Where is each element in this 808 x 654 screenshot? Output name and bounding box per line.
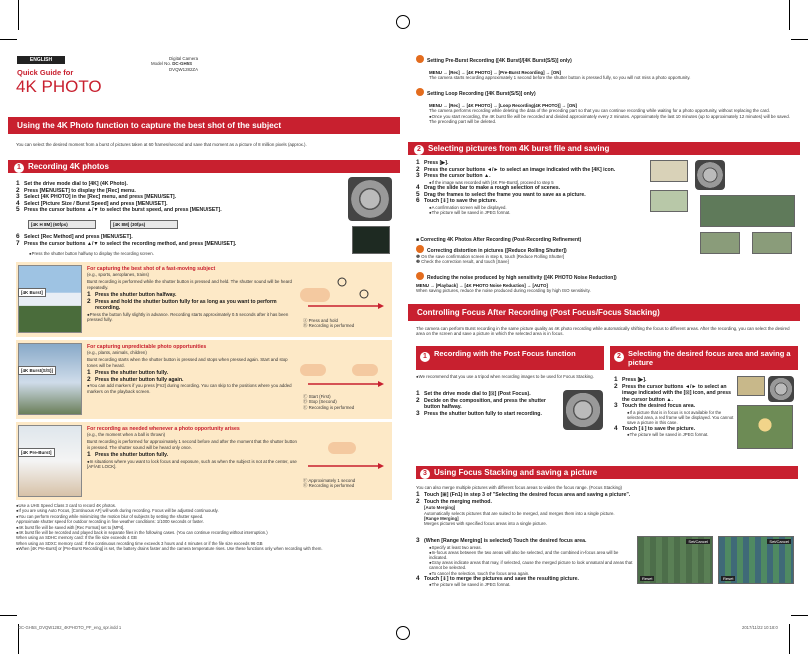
pre-burst-setting: [416, 55, 796, 81]
section1-steps: [16, 181, 346, 214]
step-number: 4: [614, 424, 618, 432]
guide-title: 4K PHOTO: [16, 77, 102, 96]
method-title: For recording as needed whenever a photo opportunity arises: [87, 426, 240, 432]
stacking-steps: [416, 492, 796, 527]
step-number: 2: [614, 382, 618, 390]
method-tag: [4K Burst]: [18, 288, 46, 297]
section1-number: 1: [14, 163, 24, 173]
post-focus-sec2-steps: [614, 377, 734, 437]
burst-ss-timing-diagram: [298, 346, 388, 390]
step: [87, 299, 297, 312]
registration-mark: [396, 15, 410, 29]
language-badge: ENGLISH: [17, 56, 65, 64]
step: [416, 492, 796, 499]
step: [16, 181, 346, 188]
legend-item: Ⓐ Press and hold: [303, 318, 338, 323]
step: [614, 426, 734, 433]
step-text: Press [▶].: [424, 160, 449, 166]
section2-title: Selecting pictures from 4K burst file and saving: [428, 144, 610, 153]
marker-b: [360, 290, 368, 298]
step-number: 2: [416, 396, 420, 404]
stacking-number: 3: [420, 469, 430, 479]
range-merging-screen-1: [637, 536, 713, 584]
step-note: ●If a picture that is in focus is not available for the selected area, a red frame will be displayed. You cannot save a picture in this case.: [627, 409, 734, 426]
method-title: For capturing the best shot of a fast-moving subject: [87, 266, 216, 272]
step-number: 6: [16, 233, 20, 240]
step-text: Press the cursor buttons ◄/► to select an image indicated with the [4K] icon.: [424, 166, 616, 173]
camera-screen-image: [352, 226, 390, 254]
step-number: 1: [416, 491, 420, 498]
step-note: ●The picture will be saved in JPEG format.: [627, 432, 709, 438]
setting-desc: The camera starts recording approximately 1 second before the shutter button is pressed fully, so you will not miss a photo opportunity.: [429, 75, 691, 81]
step-number: 2: [87, 375, 91, 383]
step-text: Press the cursor button ▲.: [424, 173, 491, 180]
step-note: ●Specify at least two areas.: [429, 544, 482, 550]
left-intro: You can select the desired moment from a burst of pictures taken at 60 frames/second and save that moment as a picture of 8 million pixels (approx.).: [16, 142, 307, 147]
step-number: 2: [416, 165, 420, 173]
step-text: Press and hold the shutter button fully for as long as you want to perform recording.: [95, 298, 277, 312]
step: [16, 234, 346, 241]
auto-merging-label: [Auto Merging]: [424, 505, 456, 511]
step: [416, 391, 560, 398]
left-banner: Using the 4K Photo function to capture the best shot of the subject: [8, 117, 400, 134]
orange-bullet-icon: [416, 88, 424, 96]
step-text: Touch the desired focus area.: [622, 403, 696, 410]
step-number: 3: [416, 172, 420, 180]
step-text: Press the shutter button halfway.: [95, 292, 177, 299]
step-text: Press [▶].: [622, 377, 647, 383]
step: [614, 377, 734, 384]
legend-item: Ⓑ Recording is performed: [303, 323, 355, 329]
speed-option-60: [4K H 8M] (60fps): [28, 220, 96, 229]
crop-mark: [791, 39, 808, 40]
step-number: 2: [16, 186, 20, 194]
burst-timing-diagram: [298, 268, 388, 314]
step-number: 2: [87, 297, 91, 305]
step: [87, 452, 297, 459]
step-number: 3: [416, 409, 420, 417]
setting-desc: The camera performs recording while deleting the data of the preceding part so that you can continue recording while waiting for a photo opportunity, without replacing the card.: [429, 108, 770, 114]
setting-title: Setting Loop Recording ([4K Burst(S/S)] only): [427, 91, 536, 97]
setting-title: Setting Pre-Burst Recording ([4K Burst]/[4K Burst(S/S)] only): [427, 58, 572, 64]
step-number: 3: [614, 402, 618, 410]
method-desc: Burst recording starts when the shutter button is pressed and stops when pressed again. Start and stop tones will be heard.: [87, 357, 288, 368]
step-number: 1: [87, 451, 91, 459]
distortion-step: ❷ Check the correction result, and touch [Save]: [416, 259, 509, 265]
setting-menu: MENU → [Rec] → [4K PHOTO] → [Pre-Burst Recording] → [ON]: [429, 70, 561, 75]
post-focus-intro: The camera can perform Burst recording in the same picture quality as 4K photo recording while automatically shifting the focus to different areas. After the recording, you can select the desired area on the screen and save a picture in which the selected area is in focus.: [416, 326, 790, 337]
method-text: [87, 266, 297, 323]
crop-mark: [789, 624, 790, 654]
legend-item: Ⓒ Start (First): [303, 394, 331, 399]
step-number: 4: [416, 183, 420, 191]
step-note: ●In-focus areas between the two areas will also be selected, and the combined in-focus area will be indicated.: [429, 549, 619, 560]
step: [416, 576, 634, 583]
step-note: ●Gray areas indicate areas that may, if selected, cause the merged picture to look unnatural and areas that cannot be selected.: [429, 560, 633, 571]
method-examples: (e.g., the moment when a ball is thrown): [87, 432, 166, 437]
method-desc: Burst recording is performed while the shutter button is pressed and held. The shutter sound will be heard repeatedly.: [87, 279, 292, 290]
auto-merging-desc: Automatically selects pictures that are suited to be merged, and merges them into a single picture.: [424, 510, 615, 516]
footnote: When using an SDXC memory card: If the continuous recording time exceeds 3 hours and 4 minutes or if the file size exceeds 96 GB: [16, 540, 263, 546]
step: [416, 173, 638, 180]
birds-photo: [18, 343, 82, 415]
step-number: 1: [416, 159, 420, 166]
timeline-arrow: [378, 463, 384, 469]
registration-mark: [396, 626, 410, 640]
noise-reduction: [416, 272, 796, 294]
step: [16, 194, 346, 201]
post-focus-sec2-number: 2: [614, 352, 624, 362]
refinement-title: ■ Correcting 4K Photos After Recording (Post-Recording Refinement): [416, 237, 582, 243]
footnote: ●When [4K Pre-Burst] or [Pre-Burst Recording] is set, the battery drains faster and the camera temperature rises. Use these functions only when recording with them.: [16, 546, 323, 552]
step-number: 1: [87, 369, 91, 377]
model-block: [151, 56, 231, 72]
stacking-title: Using Focus Stacking and saving a picture: [434, 468, 598, 477]
method-desc: Burst recording is performed for approximately 1 second before and after the moment that the shutter button is pressed. The shutter sound will be heard only once.: [87, 439, 297, 450]
post-focus-playback-image: [737, 376, 765, 396]
step-number: 1: [87, 291, 91, 299]
step: [416, 398, 560, 411]
footer-date: 2017/11/22 10:18:0: [742, 625, 778, 630]
train-photo: [18, 265, 82, 333]
method-note: ●Press the button fully slightly in advance. Recording starts approximately 0.5 seconds after it has been pressed fully.: [87, 312, 289, 323]
timeline-arrow: [378, 381, 384, 387]
step-text: Press [MENU/SET] to display the [Rec] menu.: [24, 187, 136, 194]
legend: [303, 394, 354, 410]
post-focus-cursor-image: [768, 376, 794, 402]
footnote: Approximate shutter speed for outdoor recording in fine weather conditions: 1/1000 seconds or faster.: [16, 519, 204, 525]
section2-header: [408, 142, 800, 155]
post-focus-sec1-steps: [416, 391, 560, 417]
method-box-4k-burst-ss: [16, 340, 392, 419]
step-note: ●To cancel the selection, touch the focus area again.: [429, 570, 530, 576]
step-number: 4: [16, 199, 20, 207]
step-text: Drag the frames to select the frame you want to save as a picture.: [424, 191, 586, 198]
guide-label: Quick Guide for: [17, 68, 74, 77]
legend-item: Ⓕ Approximately 1 second: [303, 478, 356, 483]
post-focus-dial-image: [563, 390, 603, 430]
finger-icon: [300, 364, 326, 376]
stacking-header: [416, 466, 798, 479]
noise-title-line: [416, 272, 796, 281]
legend-item: Ⓔ Recording is performed: [303, 404, 355, 410]
method-tag: [4K Burst(S/S)]: [18, 366, 56, 375]
section2-number: 2: [414, 145, 424, 155]
step-number: 6: [416, 197, 420, 205]
step-number: 1: [614, 376, 618, 383]
set-cancel-label[interactable]: Set/Cancel: [688, 539, 708, 544]
step-number: 1: [16, 180, 20, 187]
frame-select-screen-image: [700, 232, 740, 254]
step-note: ●The picture will be saved in JPEG format.: [429, 209, 511, 215]
legend: [303, 318, 354, 329]
loop-recording-setting: [416, 88, 796, 125]
step-text: (When [Range Merging] is selected) Touch the desired focus area.: [424, 538, 587, 544]
method-note: ●You can add markers if you press [Fn2] during recording. You can skip to the positions where you added markers on the playback screen.: [87, 383, 292, 394]
step: [87, 370, 297, 377]
step-text: Press the cursor buttons ▲/▼ to select the recording method, and press [MENU/SET].: [24, 240, 237, 247]
step-text: Set the drive mode dial to [⊡] (Post Focus).: [424, 391, 531, 397]
post-focus-banner: Controlling Focus After Recording (Post Focus/Focus Stacking): [408, 304, 800, 321]
finger-icon: [352, 364, 378, 376]
distortion-title: Correcting distortion in pictures ([Reduce Rolling Shutter]): [427, 248, 567, 254]
distortion-title-line: [416, 245, 696, 254]
crop-mark: [18, 0, 19, 30]
method-box-4k-pre-burst: [16, 422, 392, 500]
setting-title-line: [416, 55, 796, 64]
step-text: Press the shutter button fully.: [95, 370, 169, 377]
reset-label[interactable]: Reset: [723, 576, 734, 581]
step-note: ●The picture will be saved in JPEG format.: [429, 582, 511, 588]
slide-bar-screen-image: [700, 195, 795, 227]
step-text: Touch [⇓] to save the picture.: [622, 425, 696, 432]
orange-bullet-icon: [416, 55, 424, 63]
burst-screen-image: [650, 190, 688, 212]
setting-note: ●Once you start recording, the 4K burst file will be recorded and divided approximately every 2 minutes. Approximately the last 10 minutes (up to approximately 12 minutes) will be saved. The preceding part will be deleted.: [429, 113, 790, 125]
legend-item: Ⓖ Recording is performed: [303, 483, 355, 489]
footnote: ●4K burst file will be saved with [Rec Format] set to [MP4].: [16, 524, 125, 530]
legend: [303, 478, 355, 489]
step-number: 2: [416, 497, 420, 505]
post-focus-sec1-note: ●We recommend that you use a tripod when recording images to be used for Focus Stacking.: [416, 374, 594, 379]
step-text: Select [Rec Method] and press [MENU/SET].: [24, 234, 133, 240]
footnote: ●You can perform recording while minimizing the motion blur of subjects by setting the shutter speed.: [16, 513, 204, 519]
step: [16, 207, 346, 214]
step-text: Press the cursor buttons ◄/► to select an image indicated with the [⊡] icon, and press the cursor button ▲.: [622, 383, 731, 403]
noise-menu: MENU → [Playback] → [4K PHOTO Noise Reduction] → [AUTO]: [416, 283, 548, 288]
method-examples: (e.g., sports, aeroplanes, trains): [87, 272, 149, 277]
save-screen-image: [752, 232, 792, 254]
step-text: Select [Picture Size / Burst Speed] and press [MENU/SET].: [24, 200, 168, 207]
model-label: Model No.: [151, 61, 172, 67]
step-number: 7: [16, 239, 20, 247]
legend-item: Ⓓ Stop (Second): [303, 399, 337, 405]
speed-options: [28, 220, 178, 229]
setting-menu: MENU → [Rec] → [4K PHOTO] → [Loop Recording(4K PHOTO)] → [ON]: [429, 103, 577, 108]
step: [87, 377, 297, 384]
step: [416, 192, 638, 199]
method-examples: (e.g., plants, animals, children): [87, 350, 147, 355]
step-text: Touch [⇓] to save the picture.: [424, 198, 498, 205]
method-text: [87, 426, 297, 470]
pre-burst-timing-diagram: [298, 428, 388, 474]
footnote: When using an SDHC memory card: If the file size exceeds 4 GB: [16, 535, 137, 541]
step-text: Select [4K PHOTO] in the [Rec] menu, and press [MENU/SET].: [24, 194, 177, 201]
footnotes: [16, 503, 394, 552]
step-number: 3: [16, 193, 20, 201]
playback-screen-image: [650, 160, 688, 182]
section2-steps: [416, 160, 638, 215]
reset-label[interactable]: Reset: [642, 576, 653, 581]
post-focus-sec1-number: 1: [420, 352, 430, 362]
section1-steps-2: [16, 234, 346, 247]
stacking-intro: You can also merge multiple pictures with different focus areas to widen the focus range. (Focus Stacking): [416, 485, 622, 490]
step-text: Press the shutter button fully again.: [95, 376, 184, 383]
range-merging-desc: Merges pictures with specified focus areas into a single picture.: [424, 521, 547, 527]
step-text: Touch the merging method.: [424, 498, 492, 505]
footnote: ●4K burst file will be recorded and played back in separate files in the following cases. (You can continue recording without interruption.): [16, 530, 268, 536]
timeline-arrow: [378, 303, 384, 309]
step-text: Touch [⇓] to merge the pictures and save the resulting picture.: [424, 575, 580, 582]
step: [16, 188, 346, 195]
post-focus-sec1-header: [416, 346, 604, 370]
step: [16, 241, 346, 248]
range-merging-screen-2: [718, 536, 794, 584]
post-focus-sec1-title: Recording with the Post Focus function: [434, 349, 576, 358]
footnote: ●Use a UHS Speed Class 3 card to record 4K photos.: [16, 503, 117, 508]
model-number: DC-GH5S: [172, 61, 193, 67]
orange-bullet-icon: [416, 272, 424, 280]
step: [16, 201, 346, 208]
mode-dial-image: [348, 177, 392, 221]
method-box-4k-burst: [16, 262, 392, 337]
section1-title: Recording 4K photos: [28, 162, 109, 171]
stacking-step3: [416, 538, 634, 588]
step: [416, 198, 638, 205]
post-focus-sec2-title: Selecting the desired focus area and saving a picture: [628, 349, 791, 367]
crop-mark: [0, 39, 17, 40]
step: [416, 167, 638, 174]
step: [416, 185, 638, 192]
step-text: Drag the slide bar to make a rough selection of scenes.: [424, 184, 561, 191]
step: [416, 538, 634, 545]
step: [87, 292, 297, 299]
post-focus-sec2-header: [610, 346, 798, 370]
set-cancel-label[interactable]: Set/Cancel: [769, 539, 789, 544]
step: [416, 411, 560, 418]
method-title: For capturing unpredictable photo opportunities: [87, 344, 207, 350]
section1-header: [8, 160, 400, 173]
focus-area-screen-image: [737, 405, 793, 449]
step: [416, 499, 796, 506]
step: [614, 403, 734, 410]
step-note: ●If the image was recorded with [4K Pre-Burst], proceed to step 5: [429, 179, 554, 185]
step-text: Press the shutter button fully.: [95, 452, 169, 459]
step-text: Set the drive mode dial to [4K] (4K Photo).: [24, 181, 128, 187]
step-number: 5: [16, 206, 20, 214]
step: [614, 384, 734, 404]
noise-desc: When saving pictures, reduce the noise produced during recording by high ISO sensitivity.: [416, 288, 591, 294]
crop-mark: [791, 615, 808, 616]
cursor-button-image: [695, 160, 725, 190]
step-text: Decide on the composition, and press the shutter button halfway.: [424, 397, 546, 411]
footer-file: DC-GH5S_DVQW1282_4KPHOTO_PF_eng_spr.indd 1: [18, 625, 122, 630]
step-number: 1: [416, 390, 420, 397]
finger-icon: [300, 288, 330, 302]
noise-title: Reducing the noise produced by high sensitivity ([4K PHOTO Noise Reduction]): [427, 275, 617, 281]
doc-code: DVQW1282ZA: [169, 66, 199, 72]
step-text: Press the shutter button fully to start recording.: [424, 410, 542, 417]
setting-title-line: [416, 88, 796, 97]
step-number: 4: [416, 574, 420, 582]
method-tag: [4K Pre-Burst]: [18, 448, 55, 457]
crop-mark: [789, 0, 790, 30]
method-note: ●In situations where you want to lock focus and exposure, such as when the subject is not at the center, use [AF/AE LOCK].: [87, 458, 297, 470]
orange-bullet-icon: [416, 245, 424, 253]
distortion-step: ❶ On the save confirmation screen in step 6, touch [Reduce Rolling Shutter]: [416, 254, 565, 259]
range-merging-label: [Range Merging]: [424, 516, 459, 521]
step-text: Press the cursor buttons ▲/▼ to select the burst speed, and press [MENU/SET].: [24, 207, 222, 214]
ball-photo: [18, 425, 82, 497]
method-text: [87, 344, 297, 394]
section1-note: ●Press the shutter button halfway to display the recording screen.: [29, 251, 154, 256]
step-text: Touch [⊞] (Fn1) in step 3 of "Selecting the desired focus area and saving a picture".: [424, 492, 631, 498]
footnote: ●If you are using Auto Focus, [Continuous AF] will work during recording. Focus will be adjusted continuously.: [16, 508, 219, 514]
speed-option-30: [4K 8M] (30fps): [110, 220, 178, 229]
post-recording-refinement: [416, 237, 696, 265]
marker-a: [338, 278, 346, 286]
doc-type: Digital Camera: [169, 56, 199, 61]
finger-icon: [328, 442, 356, 454]
step-number: 3: [416, 537, 420, 544]
crop-mark: [0, 615, 17, 616]
step-note: ●A confirmation screen will be displayed.: [429, 204, 507, 210]
step: [416, 160, 638, 167]
step-number: 5: [416, 190, 420, 198]
